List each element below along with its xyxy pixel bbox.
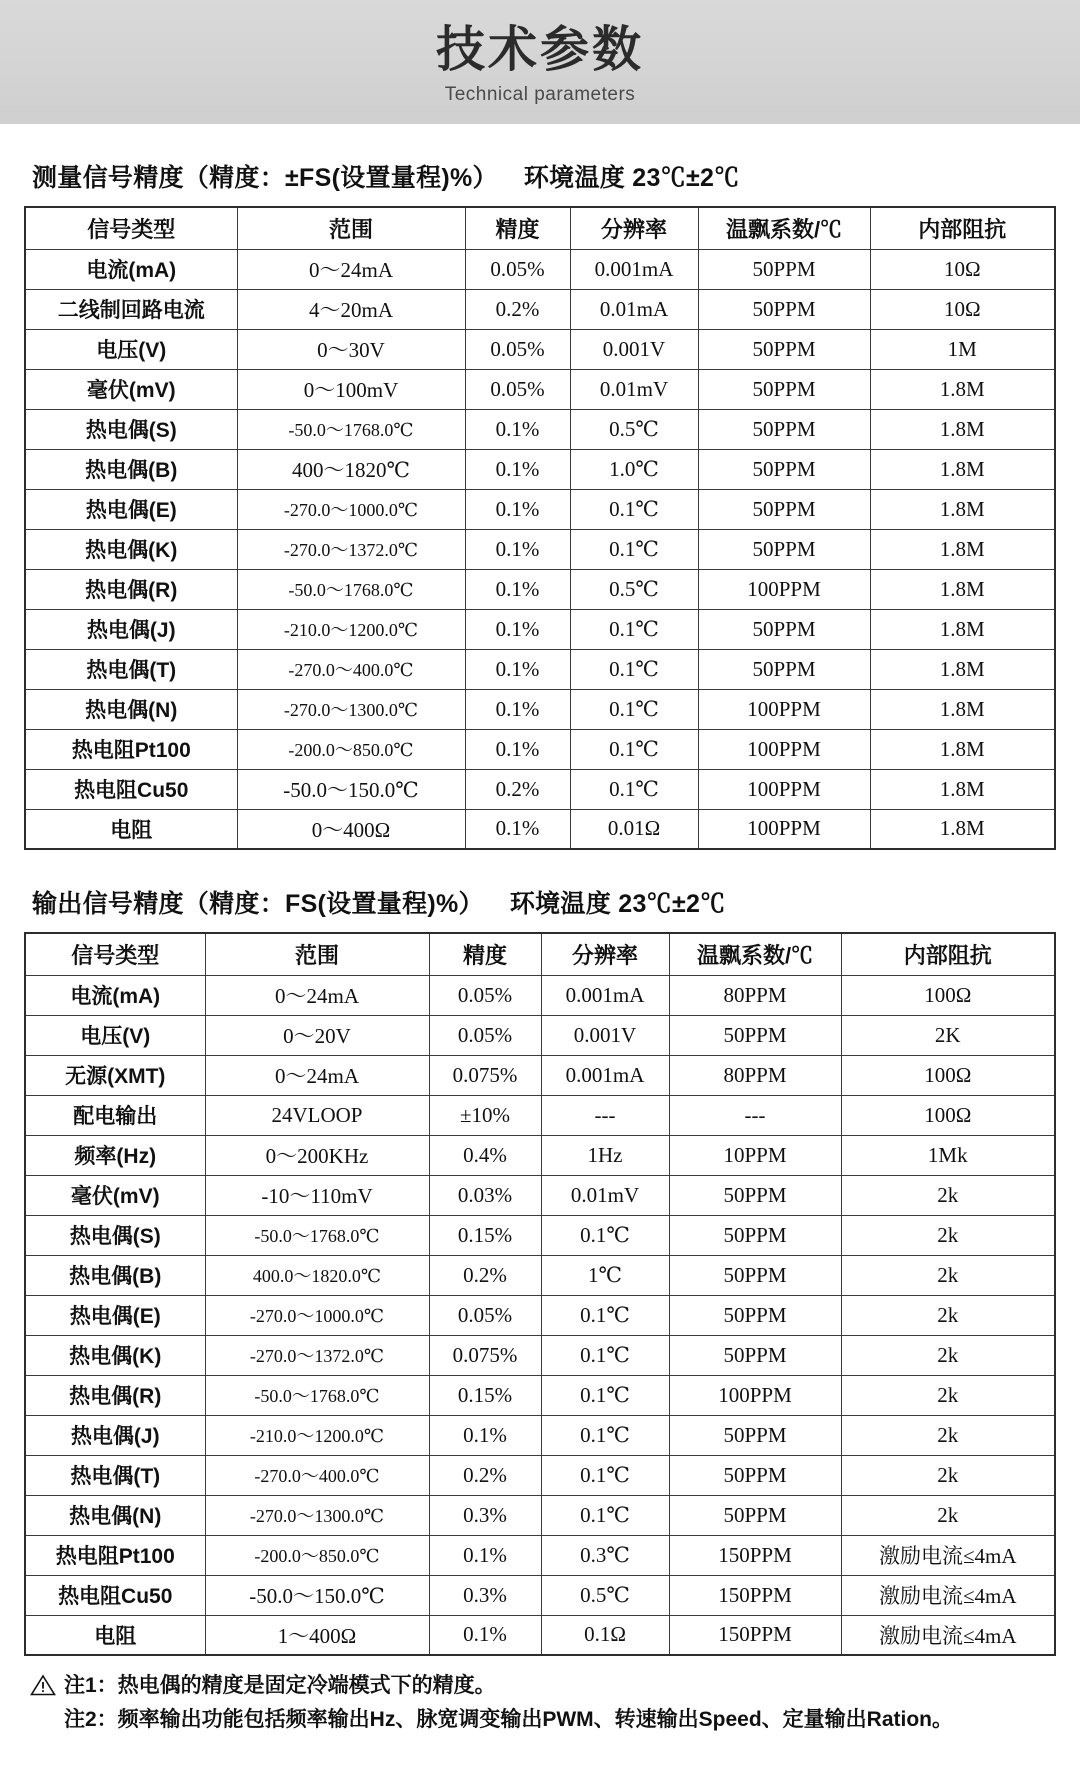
cell-impedance: 2k (841, 1415, 1055, 1455)
cell-temp-drift: 80PPM (669, 975, 841, 1015)
cell-resolution: 1.0℃ (570, 449, 698, 489)
cell-temp-drift: 50PPM (698, 409, 870, 449)
cell-accuracy: 0.03% (429, 1175, 541, 1215)
cell-temp-drift: 50PPM (669, 1415, 841, 1455)
cell-impedance: 100Ω (841, 1055, 1055, 1095)
cell-signal-type: 电流(mA) (25, 249, 237, 289)
cell-signal-type: 毫伏(mV) (25, 369, 237, 409)
measurement-heading-temp: 环境温度 23℃±2℃ (523, 164, 740, 192)
cell-resolution: 0.001mA (541, 975, 669, 1015)
page-subtitle: Technical parameters (444, 84, 636, 106)
measurement-heading-main: 测量信号精度（精度：±FS(设置量程)%） (32, 164, 498, 192)
cell-impedance: 2k (841, 1455, 1055, 1495)
cell-range: -270.0～1000.0℃ (237, 489, 465, 529)
cell-accuracy: 0.2% (465, 769, 570, 809)
measurement-accuracy-table (24, 206, 1056, 850)
cell-temp-drift: 50PPM (669, 1335, 841, 1375)
cell-range: -50.0～1768.0℃ (205, 1375, 429, 1415)
cell-signal-type: 热电偶(B) (25, 1255, 205, 1295)
cell-accuracy: 0.1% (465, 489, 570, 529)
cell-resolution: 0.5℃ (570, 409, 698, 449)
cell-temp-drift: --- (669, 1095, 841, 1135)
cell-accuracy: 0.05% (429, 975, 541, 1015)
table-row (25, 689, 1055, 729)
cell-resolution: 1Hz (541, 1135, 669, 1175)
table-row (25, 1015, 1055, 1055)
column-header-accuracy: 精度 (429, 933, 541, 975)
table-row (25, 1455, 1055, 1495)
measurement-heading (32, 158, 1056, 194)
table-row (25, 1575, 1055, 1615)
table-row (25, 1175, 1055, 1215)
column-header-signal-type: 信号类型 (25, 933, 205, 975)
cell-resolution: 0.01Ω (570, 809, 698, 849)
cell-accuracy: 0.1% (465, 649, 570, 689)
cell-range: -270.0～400.0℃ (237, 649, 465, 689)
cell-resolution: 0.1℃ (570, 609, 698, 649)
cell-accuracy: 0.1% (429, 1535, 541, 1575)
cell-temp-drift: 50PPM (698, 489, 870, 529)
cell-resolution: 0.1℃ (570, 489, 698, 529)
table-row (25, 809, 1055, 849)
cell-signal-type: 电流(mA) (25, 975, 205, 1015)
column-header-accuracy: 精度 (465, 207, 570, 249)
cell-impedance: 1.8M (870, 449, 1055, 489)
cell-temp-drift: 150PPM (669, 1535, 841, 1575)
cell-impedance: 1.8M (870, 809, 1055, 849)
cell-accuracy: 0.1% (429, 1415, 541, 1455)
cell-accuracy: 0.1% (465, 449, 570, 489)
footnotes (30, 1670, 1080, 1735)
table-row (25, 649, 1055, 689)
column-header-signal-type: 信号类型 (25, 207, 237, 249)
cell-accuracy: 0.2% (465, 289, 570, 329)
cell-range: -270.0～400.0℃ (205, 1455, 429, 1495)
cell-impedance: 1.8M (870, 689, 1055, 729)
footnote-1 (30, 1670, 1080, 1702)
cell-temp-drift: 100PPM (669, 1375, 841, 1415)
cell-temp-drift: 100PPM (698, 769, 870, 809)
cell-resolution: --- (541, 1095, 669, 1135)
cell-range: 0～30V (237, 329, 465, 369)
cell-temp-drift: 50PPM (669, 1295, 841, 1335)
cell-range: 0～20V (205, 1015, 429, 1055)
column-header-resolution: 分辨率 (570, 207, 698, 249)
footnote-2 (30, 1704, 1080, 1736)
cell-range: 0～200KHz (205, 1135, 429, 1175)
table-row (25, 769, 1055, 809)
cell-temp-drift: 100PPM (698, 569, 870, 609)
column-header-range: 范围 (205, 933, 429, 975)
cell-range: 400～1820℃ (237, 449, 465, 489)
cell-range: -50.0～150.0℃ (237, 769, 465, 809)
cell-impedance: 2k (841, 1295, 1055, 1335)
table-row (25, 609, 1055, 649)
cell-range: -270.0～1372.0℃ (237, 529, 465, 569)
table-row (25, 529, 1055, 569)
cell-impedance: 1.8M (870, 529, 1055, 569)
output-heading-main: 输出信号精度（精度：FS(设置量程)%） (32, 890, 484, 918)
cell-impedance: 激励电流≤4mA (841, 1615, 1055, 1655)
table-row (25, 975, 1055, 1015)
cell-signal-type: 热电偶(K) (25, 1335, 205, 1375)
cell-impedance: 1.8M (870, 489, 1055, 529)
cell-resolution: 0.1℃ (541, 1215, 669, 1255)
cell-resolution: 0.001mA (541, 1055, 669, 1095)
cell-accuracy: 0.1% (465, 569, 570, 609)
cell-resolution: 0.001V (541, 1015, 669, 1055)
cell-temp-drift: 50PPM (669, 1175, 841, 1215)
cell-range: 1～400Ω (205, 1615, 429, 1655)
cell-signal-type: 热电偶(R) (25, 1375, 205, 1415)
cell-temp-drift: 50PPM (669, 1215, 841, 1255)
cell-signal-type: 配电输出 (25, 1095, 205, 1135)
cell-accuracy: 0.1% (465, 409, 570, 449)
cell-accuracy: 0.15% (429, 1375, 541, 1415)
cell-signal-type: 电压(V) (25, 329, 237, 369)
cell-range: 0～24mA (237, 249, 465, 289)
cell-signal-type: 热电偶(E) (25, 1295, 205, 1335)
cell-accuracy: 0.05% (465, 369, 570, 409)
cell-impedance: 100Ω (841, 975, 1055, 1015)
cell-range: -10～110mV (205, 1175, 429, 1215)
cell-temp-drift: 50PPM (698, 369, 870, 409)
warning-triangle-icon (30, 1674, 56, 1696)
table-row (25, 729, 1055, 769)
cell-signal-type: 热电偶(B) (25, 449, 237, 489)
cell-resolution: 0.01mV (541, 1175, 669, 1215)
cell-impedance: 1.8M (870, 649, 1055, 689)
cell-range: -50.0～1768.0℃ (237, 569, 465, 609)
cell-signal-type: 热电偶(J) (25, 609, 237, 649)
cell-impedance: 2k (841, 1175, 1055, 1215)
cell-resolution: 0.1℃ (541, 1295, 669, 1335)
cell-accuracy: 0.15% (429, 1215, 541, 1255)
cell-accuracy: 0.1% (465, 529, 570, 569)
cell-temp-drift: 50PPM (698, 649, 870, 689)
table-header-row (25, 207, 1055, 249)
cell-impedance: 1.8M (870, 409, 1055, 449)
page-title: 技术参数 (435, 22, 644, 77)
cell-signal-type: 热电偶(E) (25, 489, 237, 529)
cell-accuracy: 0.1% (465, 609, 570, 649)
cell-resolution: 0.001mA (570, 249, 698, 289)
cell-accuracy: 0.2% (429, 1455, 541, 1495)
table-row (25, 1055, 1055, 1095)
cell-impedance: 2k (841, 1215, 1055, 1255)
cell-signal-type: 热电阻Pt100 (25, 729, 237, 769)
cell-range: -200.0～850.0℃ (237, 729, 465, 769)
column-header-temp-drift: 温飘系数/℃ (669, 933, 841, 975)
cell-range: -50.0～1768.0℃ (205, 1215, 429, 1255)
cell-resolution: 0.01mV (570, 369, 698, 409)
cell-accuracy: 0.075% (429, 1055, 541, 1095)
table-row (25, 1215, 1055, 1255)
table-row (25, 249, 1055, 289)
cell-signal-type: 热电偶(N) (25, 689, 237, 729)
cell-resolution: 0.1℃ (541, 1455, 669, 1495)
cell-impedance: 2K (841, 1015, 1055, 1055)
cell-range: 400.0～1820.0℃ (205, 1255, 429, 1295)
cell-accuracy: 0.1% (465, 689, 570, 729)
cell-range: -210.0～1200.0℃ (237, 609, 465, 649)
cell-temp-drift: 50PPM (698, 249, 870, 289)
cell-resolution: 0.1℃ (570, 689, 698, 729)
cell-impedance: 1.8M (870, 769, 1055, 809)
cell-accuracy: 0.3% (429, 1575, 541, 1615)
page-banner (0, 0, 1080, 124)
cell-range: 0～400Ω (237, 809, 465, 849)
output-heading (32, 884, 1056, 920)
table-row (25, 569, 1055, 609)
cell-accuracy: 0.05% (429, 1295, 541, 1335)
cell-temp-drift: 10PPM (669, 1135, 841, 1175)
cell-accuracy: 0.3% (429, 1495, 541, 1535)
cell-temp-drift: 150PPM (669, 1575, 841, 1615)
output-section (0, 884, 1080, 1656)
table-row (25, 1255, 1055, 1295)
cell-temp-drift: 50PPM (669, 1455, 841, 1495)
cell-temp-drift: 50PPM (669, 1015, 841, 1055)
measurement-section (0, 158, 1080, 850)
cell-impedance: 1.8M (870, 369, 1055, 409)
table-row (25, 489, 1055, 529)
cell-impedance: 100Ω (841, 1095, 1055, 1135)
cell-signal-type: 热电偶(J) (25, 1415, 205, 1455)
cell-signal-type: 热电偶(T) (25, 649, 237, 689)
cell-impedance: 1.8M (870, 569, 1055, 609)
cell-signal-type: 热电偶(N) (25, 1495, 205, 1535)
cell-impedance: 1.8M (870, 609, 1055, 649)
cell-signal-type: 毫伏(mV) (25, 1175, 205, 1215)
cell-resolution: 0.1℃ (570, 529, 698, 569)
cell-accuracy: 0.05% (465, 249, 570, 289)
cell-temp-drift: 150PPM (669, 1615, 841, 1655)
cell-resolution: 0.1℃ (570, 649, 698, 689)
table-row (25, 1335, 1055, 1375)
cell-range: -210.0～1200.0℃ (205, 1415, 429, 1455)
cell-temp-drift: 100PPM (698, 809, 870, 849)
cell-signal-type: 频率(Hz) (25, 1135, 205, 1175)
output-heading-temp: 环境温度 23℃±2℃ (509, 890, 726, 918)
cell-range: -270.0～1000.0℃ (205, 1295, 429, 1335)
table-row (25, 1495, 1055, 1535)
cell-range: -50.0～1768.0℃ (237, 409, 465, 449)
cell-resolution: 0.1℃ (570, 729, 698, 769)
cell-signal-type: 热电偶(R) (25, 569, 237, 609)
cell-range: -50.0～150.0℃ (205, 1575, 429, 1615)
cell-signal-type: 无源(XMT) (25, 1055, 205, 1095)
cell-range: 24VLOOP (205, 1095, 429, 1135)
cell-accuracy: 0.2% (429, 1255, 541, 1295)
cell-signal-type: 热电阻Pt100 (25, 1535, 205, 1575)
column-header-impedance: 内部阻抗 (841, 933, 1055, 975)
cell-accuracy: 0.1% (429, 1615, 541, 1655)
column-header-resolution: 分辨率 (541, 933, 669, 975)
cell-signal-type: 热电偶(K) (25, 529, 237, 569)
cell-impedance: 1.8M (870, 729, 1055, 769)
cell-signal-type: 热电偶(T) (25, 1455, 205, 1495)
table-row (25, 1375, 1055, 1415)
cell-range: 0～100mV (237, 369, 465, 409)
cell-impedance: 2k (841, 1375, 1055, 1415)
cell-temp-drift: 50PPM (669, 1255, 841, 1295)
cell-accuracy: 0.05% (465, 329, 570, 369)
cell-signal-type: 二线制回路电流 (25, 289, 237, 329)
cell-signal-type: 热电偶(S) (25, 409, 237, 449)
cell-range: -270.0～1300.0℃ (237, 689, 465, 729)
cell-impedance: 1Mk (841, 1135, 1055, 1175)
cell-accuracy: 0.1% (465, 729, 570, 769)
table-row (25, 1295, 1055, 1335)
column-header-temp-drift: 温飘系数/℃ (698, 207, 870, 249)
cell-temp-drift: 50PPM (669, 1495, 841, 1535)
cell-impedance: 2k (841, 1255, 1055, 1295)
cell-accuracy: 0.4% (429, 1135, 541, 1175)
cell-temp-drift: 50PPM (698, 289, 870, 329)
cell-range: -270.0～1300.0℃ (205, 1495, 429, 1535)
table-row (25, 409, 1055, 449)
table-row (25, 289, 1055, 329)
cell-impedance: 10Ω (870, 289, 1055, 329)
cell-resolution: 0.01mA (570, 289, 698, 329)
cell-resolution: 0.1℃ (541, 1415, 669, 1455)
cell-resolution: 0.1℃ (541, 1375, 669, 1415)
cell-resolution: 0.1℃ (541, 1335, 669, 1375)
cell-signal-type: 电阻 (25, 1615, 205, 1655)
footnote-1-text: 注1：热电偶的精度是固定冷端模式下的精度。 (64, 1674, 496, 1697)
table-row (25, 1535, 1055, 1575)
cell-temp-drift: 50PPM (698, 529, 870, 569)
cell-resolution: 0.1℃ (541, 1495, 669, 1535)
cell-impedance: 2k (841, 1335, 1055, 1375)
table-row (25, 369, 1055, 409)
cell-accuracy: 0.05% (429, 1015, 541, 1055)
column-header-impedance: 内部阻抗 (870, 207, 1055, 249)
cell-signal-type: 热电阻Cu50 (25, 1575, 205, 1615)
cell-range: -270.0～1372.0℃ (205, 1335, 429, 1375)
table-row (25, 1415, 1055, 1455)
cell-accuracy: 0.075% (429, 1335, 541, 1375)
output-accuracy-table (24, 932, 1056, 1656)
cell-signal-type: 热电偶(S) (25, 1215, 205, 1255)
output-table-body (25, 975, 1055, 1655)
cell-signal-type: 电阻 (25, 809, 237, 849)
cell-impedance: 激励电流≤4mA (841, 1575, 1055, 1615)
cell-accuracy: 0.1% (465, 809, 570, 849)
table-row (25, 329, 1055, 369)
cell-range: 4～20mA (237, 289, 465, 329)
table-header-row (25, 933, 1055, 975)
cell-impedance: 10Ω (870, 249, 1055, 289)
cell-range: 0～24mA (205, 975, 429, 1015)
cell-temp-drift: 50PPM (698, 609, 870, 649)
cell-temp-drift: 100PPM (698, 689, 870, 729)
cell-resolution: 0.5℃ (570, 569, 698, 609)
footnote-2-text: 注2：频率输出功能包括频率输出Hz、脉宽调变输出PWM、转速输出Speed、定量输出Ration。 (64, 1707, 954, 1731)
cell-resolution: 1℃ (541, 1255, 669, 1295)
cell-impedance: 1M (870, 329, 1055, 369)
cell-resolution: 0.5℃ (541, 1575, 669, 1615)
column-header-range: 范围 (237, 207, 465, 249)
cell-impedance: 2k (841, 1495, 1055, 1535)
cell-temp-drift: 50PPM (698, 449, 870, 489)
cell-signal-type: 电压(V) (25, 1015, 205, 1055)
cell-resolution: 0.3℃ (541, 1535, 669, 1575)
cell-temp-drift: 100PPM (698, 729, 870, 769)
table-row (25, 1095, 1055, 1135)
cell-signal-type: 热电阻Cu50 (25, 769, 237, 809)
cell-range: 0～24mA (205, 1055, 429, 1095)
cell-resolution: 0.001V (570, 329, 698, 369)
table-row (25, 1615, 1055, 1655)
measurement-table-body (25, 249, 1055, 849)
cell-range: -200.0～850.0℃ (205, 1535, 429, 1575)
cell-impedance: 激励电流≤4mA (841, 1535, 1055, 1575)
table-row (25, 449, 1055, 489)
cell-resolution: 0.1℃ (570, 769, 698, 809)
table-row (25, 1135, 1055, 1175)
cell-temp-drift: 80PPM (669, 1055, 841, 1095)
cell-resolution: 0.1Ω (541, 1615, 669, 1655)
cell-temp-drift: 50PPM (698, 329, 870, 369)
cell-accuracy: ±10% (429, 1095, 541, 1135)
